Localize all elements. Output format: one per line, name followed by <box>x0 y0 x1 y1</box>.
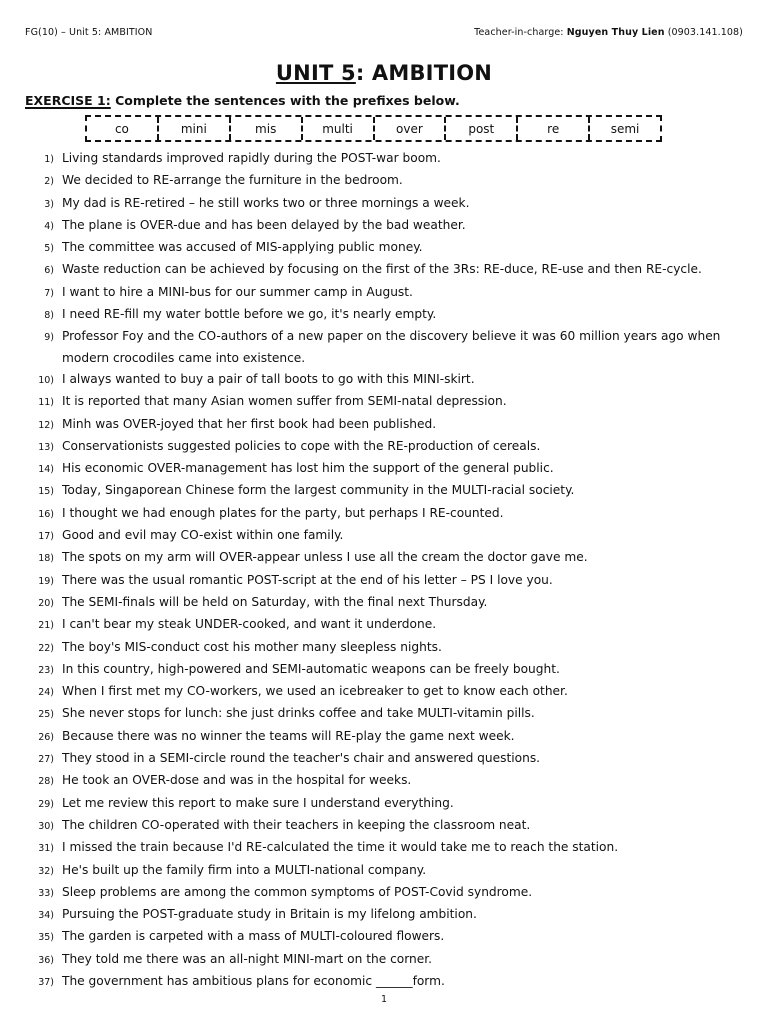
list-item <box>25 570 743 592</box>
list-item-number: 28) <box>38 776 54 788</box>
list-item-text: He took an OVER-dose and was in the hospital for weeks. <box>62 773 412 788</box>
list-item-text: Good and evil may CO-exist within one family. <box>62 528 344 543</box>
list-item-text: There was the usual romantic POST-script at the end of his letter – PS I love you. <box>62 572 553 587</box>
list-item-text: Let me review this report to make sure I understand everything. <box>62 795 454 810</box>
list-item <box>25 815 743 837</box>
list-item-number: 10) <box>38 374 54 386</box>
list-item-number: 3) <box>44 198 54 210</box>
list-item <box>25 148 743 170</box>
list-item <box>25 282 743 304</box>
list-item-text: I missed the train because I'd RE-calculated the time it would take me to reach the station. <box>62 840 619 855</box>
list-item-text: They stood in a SEMI-circle round the teacher's chair and answered questions. <box>62 751 541 766</box>
list-item <box>25 391 743 413</box>
list-item-text: Minh was OVER-joyed that her first book had been published. <box>62 416 437 431</box>
prefix-cell: mini <box>157 117 229 140</box>
sentence-list <box>25 148 743 993</box>
list-item <box>25 837 743 859</box>
list-item-text: My dad is RE-retired – he still works two or three mornings a week. <box>62 195 470 210</box>
header-right-text <box>474 27 743 38</box>
list-item <box>25 259 743 281</box>
list-item-number: 20) <box>38 597 54 609</box>
list-item <box>25 547 743 569</box>
list-item-number: 21) <box>38 620 54 632</box>
teacher-phone: (0903.141.108) <box>664 27 743 38</box>
list-item-text: The plane is OVER-due and has been delayed by the bad weather. <box>62 217 466 232</box>
list-item <box>25 926 743 948</box>
list-item-number: 15) <box>38 486 54 498</box>
list-item-number: 8) <box>44 310 54 322</box>
list-item-number: 17) <box>38 531 54 543</box>
prefix-cell: re <box>516 117 588 140</box>
list-item-text: The government has ambitious plans for economic ______form. <box>62 973 445 988</box>
list-item <box>25 748 743 770</box>
list-item <box>25 458 743 480</box>
list-item-text: The SEMI-finals will be held on Saturday, with the final next Thursday. <box>62 594 488 609</box>
list-item-text: The boy's MIS-conduct cost his mother many sleepless nights. <box>62 639 442 654</box>
list-item-text: It is reported that many Asian women suffer from SEMI-natal depression. <box>62 394 507 409</box>
list-item-number: 11) <box>38 397 54 409</box>
list-item-number: 18) <box>38 553 54 565</box>
list-item <box>25 681 743 703</box>
page-number: 1 <box>380 994 388 1006</box>
list-item-text: She never stops for lunch: she just drinks coffee and take MULTI-vitamin pills. <box>62 706 535 721</box>
list-item-number: 33) <box>38 887 54 899</box>
list-item-number: 12) <box>38 419 54 431</box>
list-item <box>25 326 743 369</box>
list-item-number: 29) <box>38 798 54 810</box>
list-item-number: 1) <box>44 154 54 165</box>
list-item <box>25 793 743 815</box>
list-item-number: 23) <box>38 664 54 676</box>
list-item <box>25 436 743 458</box>
list-item-number: 35) <box>38 932 54 944</box>
prefix-cell: mis <box>229 117 301 140</box>
list-item-number: 37) <box>38 976 54 988</box>
list-item <box>25 703 743 725</box>
page-header <box>25 27 743 38</box>
list-item-text: Professor Foy and the CO-authors of a new paper on the discovery believe it was 60 million years ago when modern crocodiles came into existence. <box>62 329 721 365</box>
list-item <box>25 592 743 614</box>
list-item <box>25 215 743 237</box>
list-item-text: We decided to RE-arrange the furniture in the bedroom. <box>62 173 403 188</box>
list-item-number: 27) <box>38 754 54 766</box>
list-item-number: 24) <box>38 687 54 699</box>
list-item-text: Today, Singaporean Chinese form the largest community in the MULTI-racial society. <box>62 483 575 498</box>
list-item <box>25 637 743 659</box>
list-item-text: I can't bear my steak UNDER-cooked, and want it underdone. <box>62 617 437 632</box>
list-item <box>25 193 743 215</box>
list-item-text: I always wanted to buy a pair of tall boots to go with this MINI-skirt. <box>62 371 475 386</box>
list-item-number: 22) <box>38 642 54 654</box>
list-item-text: The spots on my arm will OVER-appear unless I use all the cream the doctor gave me. <box>62 550 588 565</box>
list-item-number: 16) <box>38 508 54 520</box>
list-item-text: His economic OVER-management has lost him the support of the general public. <box>62 461 554 476</box>
list-item-number: 13) <box>38 441 54 453</box>
list-item-number: 14) <box>38 464 54 476</box>
list-item-text: He's built up the family firm into a MULTI-national company. <box>62 862 427 877</box>
list-item-text: They told me there was an all-night MINI-mart on the corner. <box>62 951 433 966</box>
list-item-text: When I first met my CO-workers, we used an icebreaker to get to know each other. <box>62 684 568 699</box>
header-left-text: FG(10) – Unit 5: AMBITION <box>25 27 153 38</box>
list-item-text: Waste reduction can be achieved by focusing on the first of the 3Rs: RE-duce, RE-use and then RE-cycle. <box>62 262 702 277</box>
list-item-text: I thought we had enough plates for the party, but perhaps I RE-counted. <box>62 505 504 520</box>
list-item-number: 34) <box>38 910 54 922</box>
page-title <box>25 61 743 85</box>
prefix-cell: multi <box>301 117 373 140</box>
list-item <box>25 860 743 882</box>
list-item <box>25 770 743 792</box>
exercise-label: EXERCISE 1: <box>25 93 111 108</box>
list-item <box>25 882 743 904</box>
prefix-table <box>85 115 662 142</box>
list-item-text: I want to hire a MINI-bus for our summer camp in August. <box>62 284 413 299</box>
list-item-text: I need RE-fill my water bottle before we go, it's nearly empty. <box>62 307 437 322</box>
prefix-cell: co <box>114 121 129 136</box>
list-item <box>25 237 743 259</box>
list-item-text: Living standards improved rapidly during the POST-war boom. <box>62 151 441 165</box>
list-item <box>25 659 743 681</box>
prefix-cell: post <box>444 117 516 140</box>
list-item-number: 30) <box>38 820 54 832</box>
list-item-text: Sleep problems are among the common symptoms of POST-Covid syndrome. <box>62 884 533 899</box>
list-item-text: The children CO-operated with their teachers in keeping the classroom neat. <box>62 817 531 832</box>
teacher-label: Teacher-in-charge: <box>474 27 567 38</box>
list-item-number: 36) <box>38 954 54 966</box>
list-item <box>25 971 743 993</box>
list-item-number: 7) <box>44 287 54 299</box>
list-item <box>25 726 743 748</box>
prefix-cell: semi <box>588 117 660 140</box>
teacher-name: Nguyen Thuy Lien <box>566 27 665 38</box>
list-item-text: Conservationists suggested policies to cope with the RE-production of cereals. <box>62 438 541 453</box>
list-item <box>25 414 743 436</box>
list-item <box>25 614 743 636</box>
list-item-number: 26) <box>38 731 54 743</box>
list-item <box>25 170 743 192</box>
prefix-cell: over <box>373 117 445 140</box>
list-item-text: Because there was no winner the teams will RE-play the game next week. <box>62 728 515 743</box>
list-item-number: 4) <box>44 220 54 232</box>
list-item <box>25 503 743 525</box>
list-item-text: The committee was accused of MIS-applying public money. <box>62 240 423 255</box>
list-item-text: In this country, high-powered and SEMI-automatic weapons can be freely bought. <box>62 661 560 676</box>
list-item <box>25 525 743 547</box>
list-item <box>25 480 743 502</box>
title-rest: : AMBITION <box>355 61 493 85</box>
list-item-number: 25) <box>38 709 54 721</box>
list-item-number: 31) <box>38 843 54 855</box>
list-item-number: 32) <box>38 865 54 877</box>
list-item <box>25 904 743 926</box>
list-item <box>25 304 743 326</box>
list-item-number: 9) <box>44 332 54 344</box>
list-item-number: 5) <box>44 243 54 255</box>
list-item-text: The garden is carpeted with a mass of MULTI-coloured flowers. <box>62 929 445 944</box>
title-unit-underlined: UNIT 5 <box>275 61 356 85</box>
exercise-instruction: Complete the sentences with the prefixes below. <box>110 93 460 108</box>
exercise-heading <box>25 93 743 108</box>
list-item-text: Pursuing the POST-graduate study in Britain is my lifelong ambition. <box>62 907 477 922</box>
list-item <box>25 949 743 971</box>
list-item-number: 19) <box>38 575 54 587</box>
list-item-number: 2) <box>44 176 54 188</box>
list-item <box>25 369 743 391</box>
list-item-number: 6) <box>44 265 54 277</box>
